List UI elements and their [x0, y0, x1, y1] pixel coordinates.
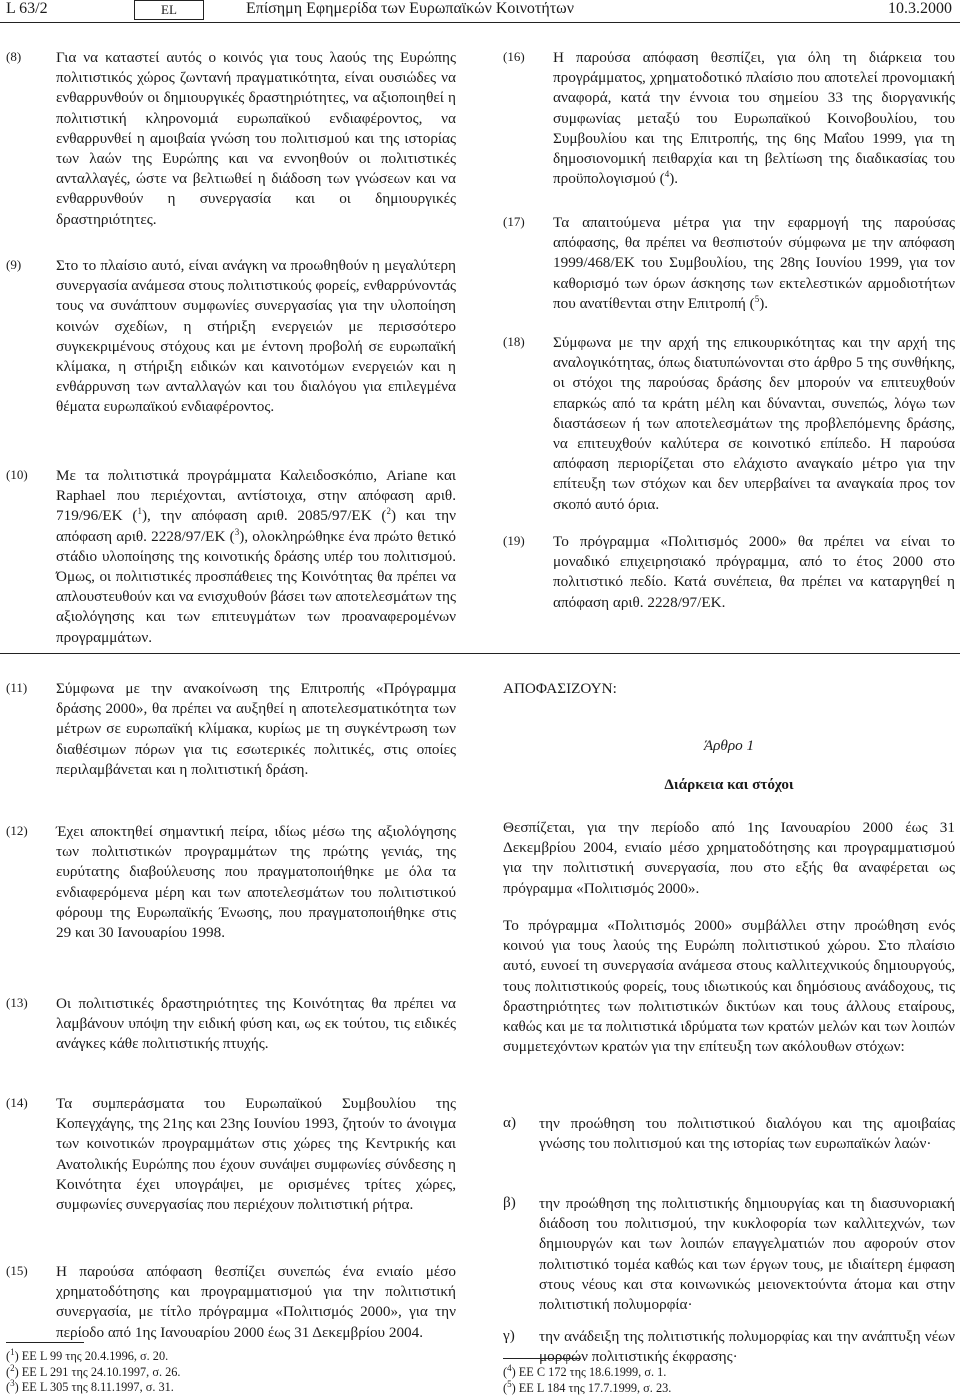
- footnote-2: ($^2$) ΕΕ L 291 της 24.10.1997, σ. 26.: [6, 1362, 181, 1379]
- page-number: L 63/2: [6, 0, 48, 17]
- recital-number: (17): [503, 214, 525, 229]
- recital-10: [6, 466, 456, 648]
- recital-13: [6, 994, 456, 1055]
- footnotes-left: [6, 1346, 181, 1396]
- article-paragraph-2: Το πρόγραμμα «Πολιτισμός 2000» συμβάλλει στην προώθηση ενός κοινού για τους λαούς της Ευρώπη πολιτιστικού χώρου. Στο πλαίσιο αυτό, ευνοεί τη συνεργασία ανάμεσα στους καλλιτεχνικούς δημιουργούς, τους πολιτιστικούς φορείς, τους ιδιωτικούς και δημόσιους ανάδοχους, τις δραστηριότητες των πολιτιστικών δικτύων και τους άλλους εταίρους, καθώς και με τα πολιτιστικά ιδρύματα των κρατών μελών και των λοιπών συμμετεχόντων κρατών για την επίτευξη των ακόλουθων στόχων:: [503, 917, 955, 1056]
- footnotes-right: [503, 1362, 672, 1396]
- recital-text: Η παρούσα απόφαση θεσπίζει συνεπώς ένα ενιαίο μέσο χρηματοδότησης και προγραμματισμού για την πολιτιστική συνεργασία, με τίτλο πρόγραμμα «Πολιτισμός 2000», για την περίοδο από 1ης Ιανουαρίου 2000 έως 31 Δεκεμβρίου 2004.: [56, 1263, 456, 1341]
- recital-number: (9): [6, 257, 22, 272]
- language-box: EL: [134, 0, 204, 20]
- recital-text: Η παρούσα απόφαση θεσπίζει, για όλη τη διάρκεια του προγράμματος, χρηματοδοτικό πλαίσιο που αποτελεί προνομιακή αναφορά, κατά την έννοια του σημείου 33 της διοργανικής συμφωνίας μεταξύ του Ευρωπαϊκού Κοινοβουλίου, του Συμβουλίου και της Επιτροπής, της 6ης Μαΐου 1999, για τη δημοσιονομική πειθαρχία και τη βελτίωση της διαδικασίας του προϋπολογισμού ($^4$).: [553, 49, 955, 188]
- recital-number: (15): [6, 1263, 28, 1278]
- recital-text: Σύμφωνα με την αρχή της επικουρικότητας και την αρχή της αναλογικότητας, όπως διατυπώνονται στο άρθρο 5 της συνθήκης, οι στόχοι της παρούσας δράσης δεν μπορούν να επιτευχθούν επαρκώς από τα κράτη μέλη και δύνανται, συνεπώς, λόγω των διαστάσεων ή των αποτελεσμάτων της προβλεπόμενης δράσης, να επιτευχθούν καλύτερα σε κοινοτικό επίπεδο. Η παρούσα απόφαση περιορίζεται στο ελάχιστο αναγκαίο μέτρο για την επίτευξη των στόχων και δεν υπερβαίνει τα αναγκαία προς τον σκοπό αυτό όρια.: [553, 334, 955, 513]
- objective-c: [503, 1327, 955, 1367]
- objective-a: [503, 1114, 955, 1154]
- recital-text: Με τα πολιτιστικά προγράμματα Καλειδοσκόπιο, Ariane και Raphael που περιέχονται, αντίστοιχα, στην απόφαση αριθ. 719/96/ΕΚ ($^1$), την απόφαση αριθ. 2085/97/ΕΚ ($^2$) και την απόφαση αριθ. 2228/97/ΕΚ ($^3$), ολοκληρώθηκε ένα πρώτο θετικό στάδιο υλοποίησης της κοινοτικής δράσης υπέρ του πολιτισμού. Όμως, οι πολιτιστικές προσπάθειες της Κοινότητας θα πρέπει να απλουστευθούν και να ενισχυθούν βάσει των αποτελεσμάτων της αξιολόγησης και των επιτευγμάτων των προαναφερομένων προγραμμάτων.: [56, 467, 456, 646]
- recital-12: [6, 822, 456, 943]
- recital-text: Το πρόγραμμα «Πολιτισμός 2000» θα πρέπει να είναι το μοναδικό επιχειρησιακό πρόγραμμα, από το έτος 2000 στο πολιτιστικό πεδίο. Κατά συνέπεια, θα πρέπει να καταργηθεί η απόφαση αριθ. 2228/97/ΕΚ.: [553, 533, 955, 611]
- footnote-rule: [503, 1358, 581, 1359]
- objective-text: την προώθηση της πολιτιστικής δημιουργίας και τη διασυνοριακή διάδοση του πολιτισμού, την κυκλοφορία των καλλιτεχνών, των δημιουργών και των λοιπών επαγγελματιών που αφορούν στον πολιτιστικό τομέα καθώς και των έργων τους, με ιδιαίτερη έμφαση στους νέους και στα κοινωνικώς μειονεκτούντα άτομα και στην πολιτιστική πολυμορφία·: [539, 1195, 955, 1314]
- recital-number: (18): [503, 334, 525, 349]
- footnote-1: ($^1$) ΕΕ L 99 της 20.4.1996, σ. 20.: [6, 1346, 169, 1363]
- objective-label: α): [503, 1114, 517, 1131]
- article-title: Διάρκεια και στόχοι: [664, 776, 794, 793]
- recital-14: [6, 1094, 456, 1215]
- recital-text: Τα συμπεράσματα του Ευρωπαϊκού Συμβουλίου της Κοπεγχάγης, της 21ης και 23ης Ιουνίου 1993, ζητούν το άνοιγμα των κοινοτικών προγραμμάτων στις χώρες της Κεντρικής και Ανατολικής Ευρώπης που έχουν συνάψει συμφωνίες σύνδεσης η Κοινότητα έχει υπογράψει, με ορισμένες τρίτες χώρες, συμφωνίες συνεργασίας που περιέχουν πολιτιστική ρήτρα.: [56, 1095, 456, 1214]
- recital-18: [503, 333, 955, 515]
- publication-date: 10.3.2000: [888, 0, 952, 17]
- recital-text: Για να καταστεί αυτός ο κοινός για τους λαούς της Ευρώπης πολιτιστικός χώρος ζωντανή πραγματικότητα, είναι ουσιώδες να ενθαρρυνθούν οι δημιουργικές δραστηριότητες, να αξιοποιηθεί η πολιτιστική κληρονομιά ευρωπαϊκού ενδιαφέροντος, να ενθαρρυνθεί η αμοιβαία γνώση του πολιτισμού και της ιστορίας των λαών της Ευρώπης και να εννοηθούν οι πολιτιστικές ανταλλαγές, ώστε να βελτιωθεί η διάδοση των γνώσεων και να ενθαρρυνθούν η συνεργασία και οι δημιουργικές δραστηριότητες.: [56, 49, 456, 228]
- recital-16: [503, 48, 955, 189]
- recital-11: [6, 679, 456, 780]
- objective-text: την προώθηση του πολιτιστικού διαλόγου και της αμοιβαίας γνώσης του πολιτισμού και της ιστορίας των ευρωπαϊκών λαών·: [539, 1115, 955, 1153]
- page-header: [0, 0, 960, 23]
- recital-text: Στο το πλαίσιο αυτό, είναι ανάγκη να προωθηθούν η μεγαλύτερη συνεργασία ανάμεσα στους πολιτιστικούς φορείς, ενθαρρύνοντάς τους να συνάπτουν συμφωνίες συνεργασίας για την υλοποίηση κοινών σχεδίων, η στήριξη ενεργειών με περισσότερο συγκεκριμένους στόχους και με έντονη προβολή σε ευρωπαϊκή κλίμακα, η στήριξη ειδικών και καινοτόμων ενεργειών και η ενθάρρυνση των ανταλλαγών και του διαλόγου για επιλεγμένα θέματα ευρωπαϊκού ενδιαφέροντος.: [56, 257, 456, 416]
- article-paragraph-1: Θεσπίζεται, για την περίοδο από 1ης Ιανουαρίου 2000 έως 31 Δεκεμβρίου 2004, ενιαίο μέσο χρηματοδότησης και προγραμματισμού για την πολιτιστική συνεργασία, που στο εξής θα αναφέρεται ως πρόγραμμα «Πολιτισμός 2000».: [503, 819, 955, 897]
- decides-heading: ΑΠΟΦΑΣΙΖΟΥΝ:: [503, 680, 617, 697]
- recital-15: [6, 1262, 456, 1343]
- recital-number: (10): [6, 467, 28, 482]
- journal-title: Επίσημη Εφημερίδα των Ευρωπαϊκών Κοινοτήτων: [246, 0, 574, 17]
- recital-text: Σύμφωνα με την ανακοίνωση της Επιτροπής «Πρόγραμμα δράσης 2000», θα πρέπει να αυξηθεί η αποτελεσματικότητα των μέτρων σε ευρωπαϊκή κλίμακα, κυρίως με τη συγκέντρωση των διαθέσιμων πόρων για τις εσωτερικές πολιτικές, στις οποίες περιλαμβάνεται και η πολιτιστική δράση.: [56, 680, 456, 778]
- section-divider: [0, 653, 960, 654]
- recital-9: [6, 256, 456, 418]
- footnote-3: ($^3$) ΕΕ L 305 της 8.11.1997, σ. 31.: [6, 1377, 174, 1394]
- recital-8: [6, 48, 456, 230]
- article-number: Άρθρο 1: [703, 737, 755, 754]
- recital-number: (19): [503, 533, 525, 548]
- recital-19: [503, 532, 955, 613]
- recital-text: Έχει αποκτηθεί σημαντική πείρα, ιδίως μέσω της αξιολόγησης των πολιτιστικών προγραμμάτων της πρώτης γενιάς, της ευρύτατης διαβούλευσης που πραγματοποιήθηκε με όλα τα ενδιαφερόμενα μέρη και των αποτελεσμάτων του πολιτιστικού φόρουμ της Ευρωπαϊκής Ένωσης, που πραγματοποιήθηκε στις 29 και 30 Ιανουαρίου 1998.: [56, 823, 456, 942]
- recital-number: (16): [503, 49, 525, 64]
- objective-b: [503, 1194, 955, 1315]
- footnote-5: ($^5$) ΕΕ L 184 της 17.7.1999, σ. 23.: [503, 1378, 672, 1395]
- recital-number: (13): [6, 995, 28, 1010]
- recital-number: (12): [6, 823, 28, 838]
- recital-17: [503, 213, 955, 314]
- footnote-4: ($^4$) ΕΕ C 172 της 18.6.1999, σ. 1.: [503, 1362, 667, 1379]
- recital-number: (14): [6, 1095, 28, 1110]
- objective-text: την ανάδειξη της πολιτιστικής πολυμορφίας και την ανάπτυξη νέων μορφών πολιτιστικής έκφρασης·: [539, 1328, 955, 1366]
- footnote-rule: [6, 1342, 84, 1343]
- recital-text: Οι πολιτιστικές δραστηριότητες της Κοινότητας θα πρέπει να λαμβάνουν υπόψη την ειδική φύση και, ως εκ τούτου, τις ειδικές ανάγκες κάθε πολιτιστικής πτυχής.: [56, 995, 456, 1053]
- recital-text: Τα απαιτούμενα μέτρα για την εφαρμογή της παρούσας απόφασης, θα πρέπει να θεσπιστούν σύμφωνα με την απόφαση 1999/468/ΕΚ του Συμβουλίου, της 28ης Ιουνίου 1999, για τον καθορισμό των όρων άσκησης των εκτελεστικών αρμοδιοτήτων που ανατίθενται στην Επιτροπή ($^5$).: [553, 214, 955, 312]
- recital-number: (8): [6, 49, 22, 64]
- recital-number: (11): [6, 680, 28, 695]
- objective-label: γ): [503, 1327, 515, 1344]
- objective-label: β): [503, 1194, 516, 1211]
